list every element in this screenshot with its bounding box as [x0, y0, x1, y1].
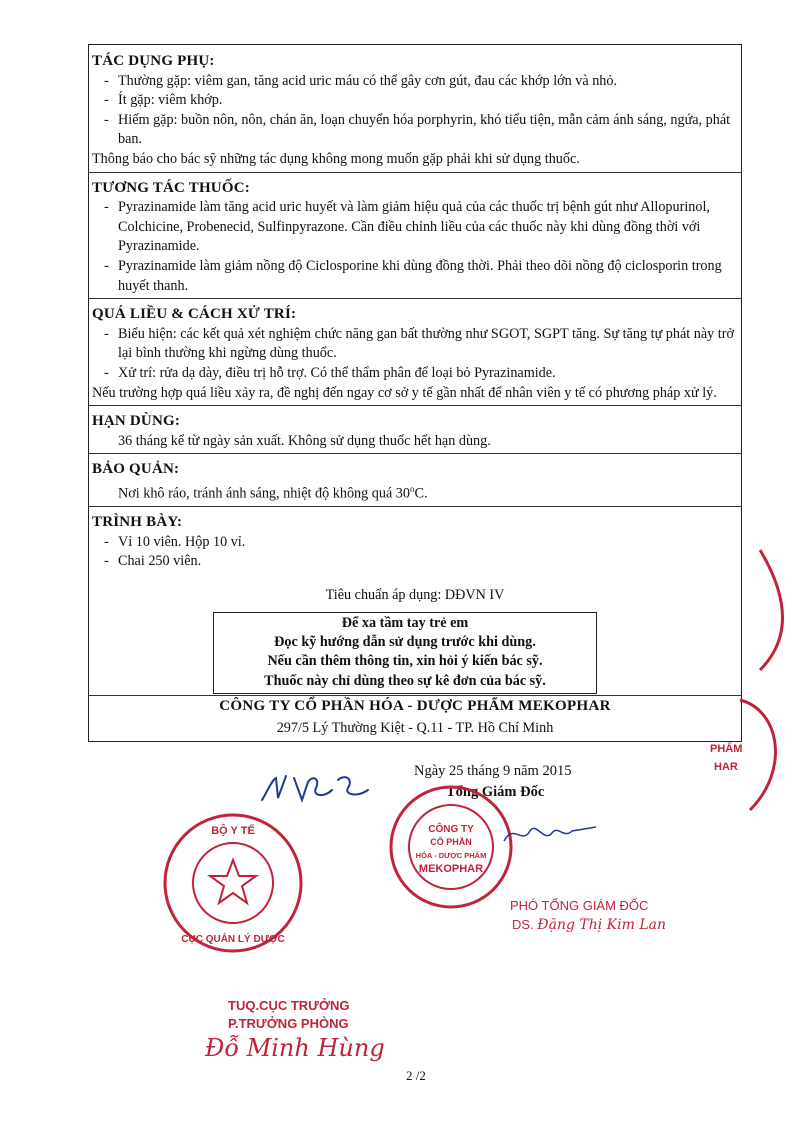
star-emblem-icon — [210, 860, 256, 903]
seal-text: HAR — [714, 761, 738, 773]
seal-text: CỤC QUẢN LÝ DƯỢC — [181, 934, 285, 945]
seal-text: CỔ PHẦN — [430, 837, 472, 847]
deputy-prefix: DS. — [512, 917, 534, 932]
list-item: - Xử trí: rửa dạ dày, điều trị hỗ trợ. Có thể thẩm phân để loại bỏ Pyrazinamide. — [92, 364, 738, 384]
divider — [88, 405, 742, 406]
overdose-list — [92, 325, 738, 384]
overdose-note: Nếu trường hợp quá liều xảy ra, đề nghị đến ngay cơ sở y tế gần nhất để nhân viên y tế có phương pháp xử lý. — [92, 384, 717, 401]
warning-line: Đọc kỹ hướng dẫn sử dụng trước khi dùng. — [274, 634, 536, 651]
deputy-name-script: Đặng Thị Kim Lan — [537, 917, 666, 933]
side-effects-list — [92, 72, 738, 150]
approver-name: Đỗ Minh Hùng — [205, 1034, 385, 1062]
side-effects-heading: TÁC DỤNG PHỤ: — [92, 53, 215, 69]
approval-line: P.TRƯỞNG PHÒNG — [228, 1016, 349, 1031]
storage-text-unit: C. — [414, 485, 428, 502]
deputy-director-title: PHÓ TỔNG GIÁM ĐỐC — [510, 898, 649, 913]
presentation-list — [92, 533, 738, 572]
list-item: - Pyrazinamide làm giảm nồng độ Ciclosporine khi dùng đồng thời. Phải theo dõi nồng độ ciclosporin trong huyết thanh. — [92, 257, 738, 296]
signing-date: Ngày 25 tháng 9 năm 2015 — [414, 763, 572, 779]
company-name: CÔNG TY CỔ PHẦN HÓA - DƯỢC PHẨM MEKOPHAR — [219, 698, 611, 714]
approval-line: TUQ.CỤC TRƯỞNG — [228, 998, 350, 1013]
overdose-heading: QUÁ LIỀU & CÁCH XỬ TRÍ: — [92, 306, 297, 323]
interactions-list — [92, 198, 738, 296]
storage-heading: BẢO QUẢN: — [92, 461, 180, 478]
warning-line: Thuốc này chỉ dùng theo sự kê đơn của bác sỹ. — [264, 672, 546, 689]
divider — [88, 298, 742, 299]
initials-signature — [258, 770, 378, 810]
interactions-heading: TƯƠNG TÁC THUỐC: — [92, 179, 250, 196]
divider — [88, 172, 742, 173]
list-item: - Hiếm gặp: buồn nôn, nôn, chán ăn, loạn chuyển hóa porphyrin, khó tiểu tiện, mẫn cảm ánh sáng, ngứa, phát ban. — [92, 111, 738, 150]
divider — [88, 453, 742, 454]
list-item: - Chai 250 viên. — [92, 552, 738, 572]
seal-text: BỘ Y TẾ — [211, 825, 255, 837]
director-title: Tổng Giám Đốc — [446, 784, 545, 800]
storage-text-main: Nơi khô ráo, tránh ánh sáng, nhiệt độ không quá 30 — [118, 485, 410, 502]
list-item: - Ít gặp: viêm khớp. — [92, 91, 738, 111]
shelf-life-text: 36 tháng kể từ ngày sản xuất. Không sử dụng thuốc hết hạn dùng. — [118, 432, 491, 449]
applied-standard: Tiêu chuẩn áp dụng: DĐVN IV — [325, 586, 505, 603]
seal-text: PHẨM — [710, 743, 743, 755]
warning-line: Nếu cần thêm thông tin, xin hỏi ý kiến bác sỹ. — [267, 653, 543, 670]
degree-mark: o — [410, 483, 415, 494]
approval-block — [228, 997, 350, 1033]
company-seal — [386, 782, 516, 912]
seal-text: MEKOPHAR — [418, 863, 484, 875]
side-effects-note: Thông báo cho bác sỹ những tác dụng không mong muốn gặp phải khi sử dụng thuốc. — [92, 150, 580, 167]
divider — [88, 695, 742, 696]
list-item: - Vỉ 10 viên. Hộp 10 vỉ. — [92, 533, 738, 553]
warning-line: Để xa tầm tay trẻ em — [341, 615, 469, 631]
page-number: 2 /2 — [406, 1068, 426, 1083]
seal-text: HÓA - DƯỢC PHẨM — [415, 851, 487, 860]
storage-text — [92, 480, 738, 504]
warning-box — [213, 612, 597, 694]
list-item: - Thường gặp: viêm gan, tăng acid uric máu có thể gây cơn gút, đau các khớp lớn và nhỏ. — [92, 72, 738, 92]
presentation-heading: TRÌNH BÀY: — [92, 514, 183, 531]
ministry-seal — [158, 808, 308, 958]
seal-text: CÔNG TY — [428, 824, 474, 835]
director-signature — [500, 815, 600, 855]
list-item: - Pyrazinamide làm tăng acid uric huyết và làm giảm hiệu quả của các thuốc trị bệnh gút như Allopurinol, Colchicine, Probenecid, Sulfinpyrazone. Cần điều chỉnh liều của các thuốc này khi dùng đồng thời với Pyrazinamide. — [92, 198, 738, 257]
leaflet-body — [92, 52, 738, 606]
divider — [88, 506, 742, 507]
edge-seal — [700, 540, 800, 840]
deputy-director-name — [512, 917, 666, 933]
company-address: 297/5 Lý Thường Kiệt - Q.11 - TP. Hồ Chí Minh — [276, 720, 554, 736]
shelf-life-heading: HẠN DÙNG: — [92, 413, 181, 430]
list-item: - Biểu hiện: các kết quả xét nghiệm chức năng gan bất thường như SGOT, SGPT tăng. Sự tăng tự phát này trở lại bình thường khi ngừng dùng thuốc. — [92, 325, 738, 364]
